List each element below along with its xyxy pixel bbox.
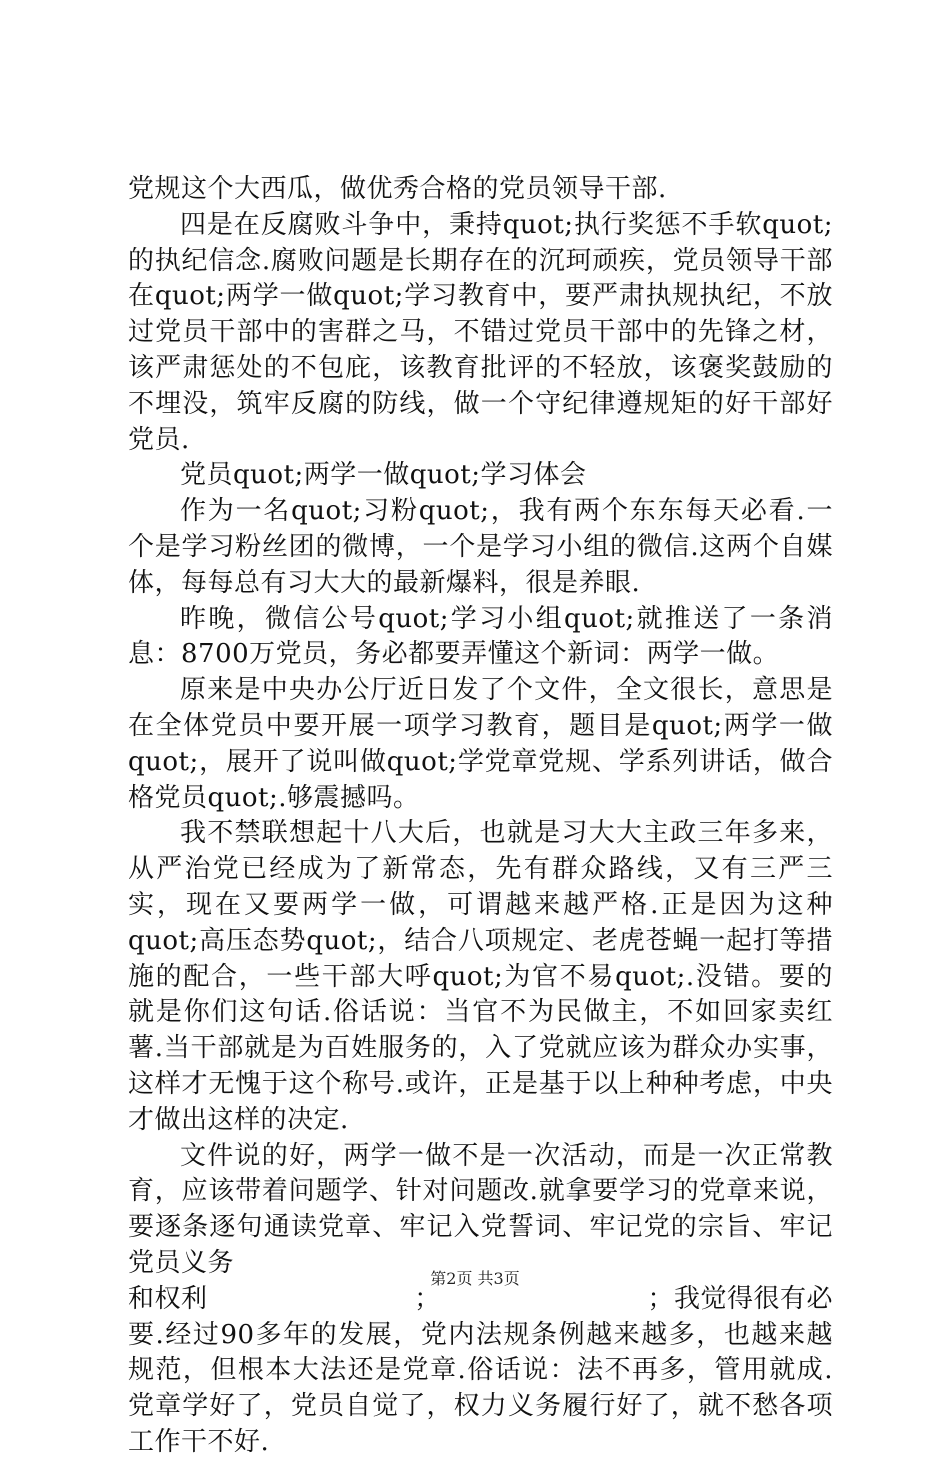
spaced-text-part: ；我觉得很有必 (647, 1283, 833, 1314)
section-heading: 党员quot;两学一做quot;学习体会 (180, 460, 587, 491)
paragraph-conclusion: 要.经过90多年的发展，党内法规条例越来越多，也越来越规范，但根本大法还是党章.俗话说：法不再多，管用就成.党章学好了，党员自觉了，权力义务履行好了，就不愁各项工作干不好. (128, 1319, 833, 1457)
paragraph-wechat: 昨晚，微信公号quot;学习小组quot;就推送了一条消息：8700万党员，务必都要弄懂这个新词：两学一做。 (128, 603, 833, 670)
page-number: 第2页 共3页 (430, 1269, 520, 1288)
paragraph-continuation: 党规这个大西瓜，做优秀合格的党员领导干部. (128, 174, 667, 204)
paragraph-party-constitution: 文件说的好，两学一做不是一次活动，而是一次正常教育，应该带着问题学、针对问题改.就拿要学习的党章来说，要逐条逐句通读党章、牢记入党誓词、牢记党的宗旨、牢记党员义务 (128, 1140, 833, 1278)
page-footer (0, 1266, 950, 1289)
spaced-text-part: 和权利 (128, 1283, 208, 1314)
paragraph-fan: 作为一名quot;习粉quot;，我有两个东东每天必看.一个是学习粉丝团的微博，一个是学习小组的微信.这两个自媒体，每每总有习大大的最新爆料，很是养眼. (128, 496, 833, 598)
paragraph-document: 原来是中央办公厅近日发了个文件，全文很长，意思是在全体党员中要开展一项学习教育，题目是quot;两学一做quot;，展开了说叫做quot;学党章党规、学系列讲话，做合格党员quot;.够震撼吗。 (128, 675, 833, 813)
paragraph-anticorruption: 四是在反腐败斗争中，秉持quot;执行奖惩不手软quot;的执纪信念.腐败问题是长期存在的沉珂顽疾，党员领导干部在quot;两学一做quot;学习教育中，要严肃执规执纪，不放过党员干部中的害群之马，不错过党员干部中的先锋之材，该严肃惩处的不包庇，该教育批评的不轻放，该褒奖鼓励的不埋没，筑牢反腐的防线，做一个守纪律遵规矩的好干部好党员. (128, 209, 833, 455)
spaced-text-part: ； (414, 1283, 441, 1314)
paragraph-reflection: 我不禁联想起十八大后，也就是习大大主政三年多来，从严治党已经成为了新常态，先有群众路线，又有三严三实，现在又要两学一做，可谓越来越严格.正是因为这种quot;高压态势quot;，结合八项规定、老虎苍蝇一起打等措施的配合，一些干部大呼quot;为官不易quot;.没错。要的就是你们这句话.俗话说：当官不为民做主，不如回家卖红薯.当干部就是为百姓服务的，入了党就应该为群众办实事，这样才无愧于这个称号.或许，正是基于以上种种考虑，中央才做出这样的决定. (128, 818, 833, 1135)
